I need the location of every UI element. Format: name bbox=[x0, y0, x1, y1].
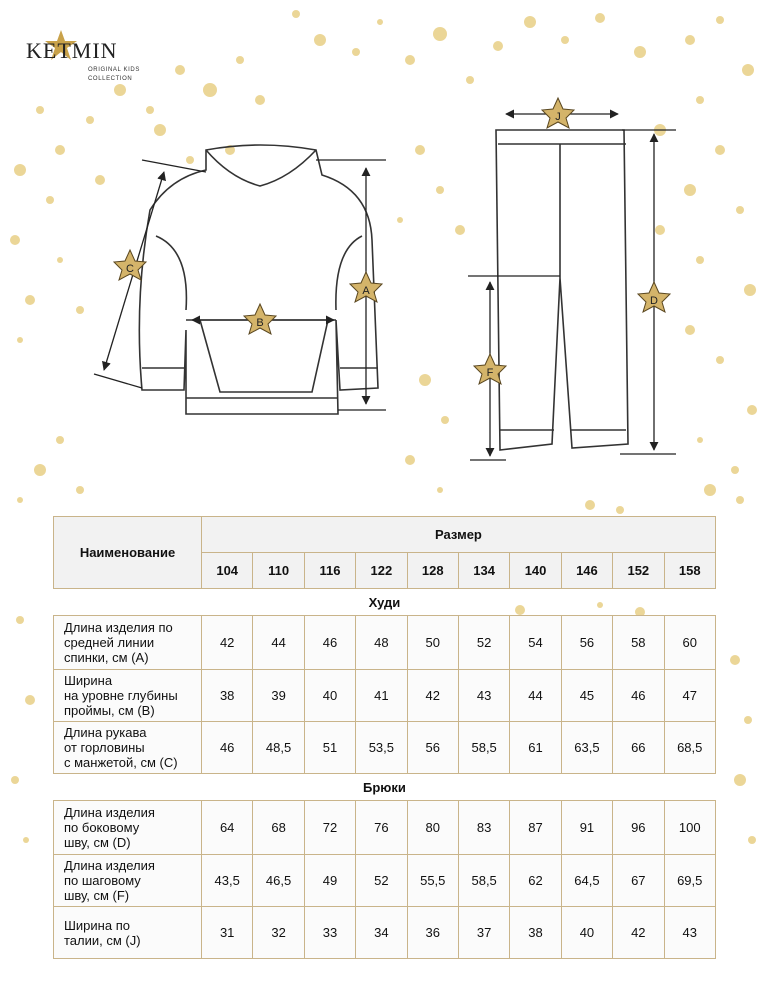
hoodie-outline bbox=[139, 145, 378, 414]
value-cell: 46 bbox=[304, 616, 355, 670]
row-name-line: с манжетой, см (C) bbox=[64, 755, 178, 770]
row-name-line: Длина рукава bbox=[64, 725, 147, 740]
value-cell: 37 bbox=[458, 907, 509, 959]
value-cell: 34 bbox=[356, 907, 407, 959]
value-cell: 46,5 bbox=[253, 855, 304, 907]
value-cell: 96 bbox=[613, 801, 664, 855]
label-d-text: D bbox=[650, 295, 658, 307]
value-cell: 56 bbox=[407, 722, 458, 774]
value-cell: 68 bbox=[253, 801, 304, 855]
row-name bbox=[54, 616, 202, 670]
value-cell: 67 bbox=[613, 855, 664, 907]
value-cell: 55,5 bbox=[407, 855, 458, 907]
size-header-cell: 128 bbox=[407, 553, 458, 589]
value-cell: 40 bbox=[561, 907, 612, 959]
value-cell: 80 bbox=[407, 801, 458, 855]
section-title: Брюки bbox=[363, 779, 406, 795]
row-name-line: Длина изделия по bbox=[64, 620, 173, 635]
value-cell: 64 bbox=[202, 801, 253, 855]
value-cell: 63,5 bbox=[561, 722, 612, 774]
value-cell: 44 bbox=[510, 670, 561, 722]
size-header-cell: 146 bbox=[561, 553, 612, 589]
brand-subtitle-line2: COLLECTION bbox=[88, 76, 133, 82]
value-cell: 54 bbox=[510, 616, 561, 670]
value-cell: 52 bbox=[458, 616, 509, 670]
table-row bbox=[54, 670, 716, 722]
value-cell: 83 bbox=[458, 801, 509, 855]
row-name-line: Длина изделия bbox=[64, 805, 155, 820]
row-name-line: на уровне глубины bbox=[64, 688, 178, 703]
row-name-line: по боковому bbox=[64, 820, 140, 835]
row-name bbox=[54, 907, 202, 959]
table-row bbox=[54, 907, 716, 959]
row-name-line: спинки, см (A) bbox=[64, 650, 149, 665]
size-header-cell: 110 bbox=[253, 553, 304, 589]
value-cell: 58 bbox=[613, 616, 664, 670]
row-name-line: шву, см (D) bbox=[64, 835, 131, 850]
value-cell: 42 bbox=[407, 670, 458, 722]
row-name-line: от горловины bbox=[64, 740, 145, 755]
value-cell: 39 bbox=[253, 670, 304, 722]
size-header-cell: 116 bbox=[304, 553, 355, 589]
size-header-cell: 134 bbox=[458, 553, 509, 589]
table-row bbox=[54, 801, 716, 855]
value-cell: 50 bbox=[407, 616, 458, 670]
value-cell: 42 bbox=[202, 616, 253, 670]
size-header-cell: 140 bbox=[510, 553, 561, 589]
brand-name: KETMIN bbox=[26, 38, 118, 63]
value-cell: 33 bbox=[304, 907, 355, 959]
label-a-text: A bbox=[362, 285, 370, 297]
value-cell: 43 bbox=[664, 907, 715, 959]
value-cell: 56 bbox=[561, 616, 612, 670]
value-cell: 100 bbox=[664, 801, 715, 855]
row-name-line: по шаговому bbox=[64, 873, 141, 888]
value-cell: 38 bbox=[202, 670, 253, 722]
brand-subtitle-line1: ORIGINAL KIDS bbox=[88, 67, 140, 73]
star-label-j bbox=[542, 98, 574, 128]
value-cell: 68,5 bbox=[664, 722, 715, 774]
row-name-line: Ширина bbox=[64, 673, 113, 688]
value-cell: 43 bbox=[458, 670, 509, 722]
value-cell: 46 bbox=[613, 670, 664, 722]
value-cell: 32 bbox=[253, 907, 304, 959]
value-cell: 51 bbox=[304, 722, 355, 774]
row-name-line: талии, см (J) bbox=[64, 932, 141, 948]
row-name bbox=[54, 801, 202, 855]
table-row bbox=[54, 855, 716, 907]
value-cell: 46 bbox=[202, 722, 253, 774]
table-row bbox=[54, 616, 716, 670]
value-cell: 69,5 bbox=[664, 855, 715, 907]
value-cell: 60 bbox=[664, 616, 715, 670]
label-c-text: C bbox=[126, 263, 134, 275]
value-cell: 36 bbox=[407, 907, 458, 959]
value-cell: 72 bbox=[304, 801, 355, 855]
value-cell: 48,5 bbox=[253, 722, 304, 774]
pants-outline bbox=[496, 130, 628, 450]
value-cell: 58,5 bbox=[458, 722, 509, 774]
section-title-row bbox=[54, 589, 716, 616]
value-cell: 49 bbox=[304, 855, 355, 907]
value-cell: 87 bbox=[510, 801, 561, 855]
value-cell: 38 bbox=[510, 907, 561, 959]
value-cell: 41 bbox=[356, 670, 407, 722]
row-name-line: Ширина по bbox=[64, 917, 130, 933]
size-header-cell: 122 bbox=[356, 553, 407, 589]
row-name-line: Длина изделия bbox=[64, 858, 155, 873]
value-cell: 48 bbox=[356, 616, 407, 670]
size-header-cell: 104 bbox=[202, 553, 253, 589]
label-j-text: J bbox=[555, 111, 561, 123]
value-cell: 52 bbox=[356, 855, 407, 907]
table-header-row bbox=[54, 517, 716, 553]
row-name-line: шву, см (F) bbox=[64, 888, 130, 903]
value-cell: 47 bbox=[664, 670, 715, 722]
value-cell: 31 bbox=[202, 907, 253, 959]
label-b-text: B bbox=[256, 317, 264, 329]
size-header: Размер bbox=[202, 517, 716, 553]
section-title-row bbox=[54, 774, 716, 801]
value-cell: 91 bbox=[561, 801, 612, 855]
row-name-line: проймы, см (B) bbox=[64, 703, 155, 718]
name-header: Наименование bbox=[54, 517, 202, 589]
section-title: Худи bbox=[368, 594, 401, 610]
value-cell: 45 bbox=[561, 670, 612, 722]
value-cell: 66 bbox=[613, 722, 664, 774]
row-name-line: средней линии bbox=[64, 635, 155, 650]
row-name bbox=[54, 855, 202, 907]
value-cell: 42 bbox=[613, 907, 664, 959]
value-cell: 43,5 bbox=[202, 855, 253, 907]
label-f-text: F bbox=[486, 367, 494, 379]
value-cell: 61 bbox=[510, 722, 561, 774]
value-cell: 40 bbox=[304, 670, 355, 722]
value-cell: 58,5 bbox=[458, 855, 509, 907]
value-cell: 44 bbox=[253, 616, 304, 670]
value-cell: 62 bbox=[510, 855, 561, 907]
size-header-cell: 152 bbox=[613, 553, 664, 589]
value-cell: 76 bbox=[356, 801, 407, 855]
row-name bbox=[54, 722, 202, 774]
size-header-cell: 158 bbox=[664, 553, 715, 589]
value-cell: 53,5 bbox=[356, 722, 407, 774]
value-cell: 64,5 bbox=[561, 855, 612, 907]
size-chart-table bbox=[53, 516, 715, 959]
star-label-b bbox=[244, 304, 276, 334]
row-name bbox=[54, 670, 202, 722]
table-row bbox=[54, 722, 716, 774]
